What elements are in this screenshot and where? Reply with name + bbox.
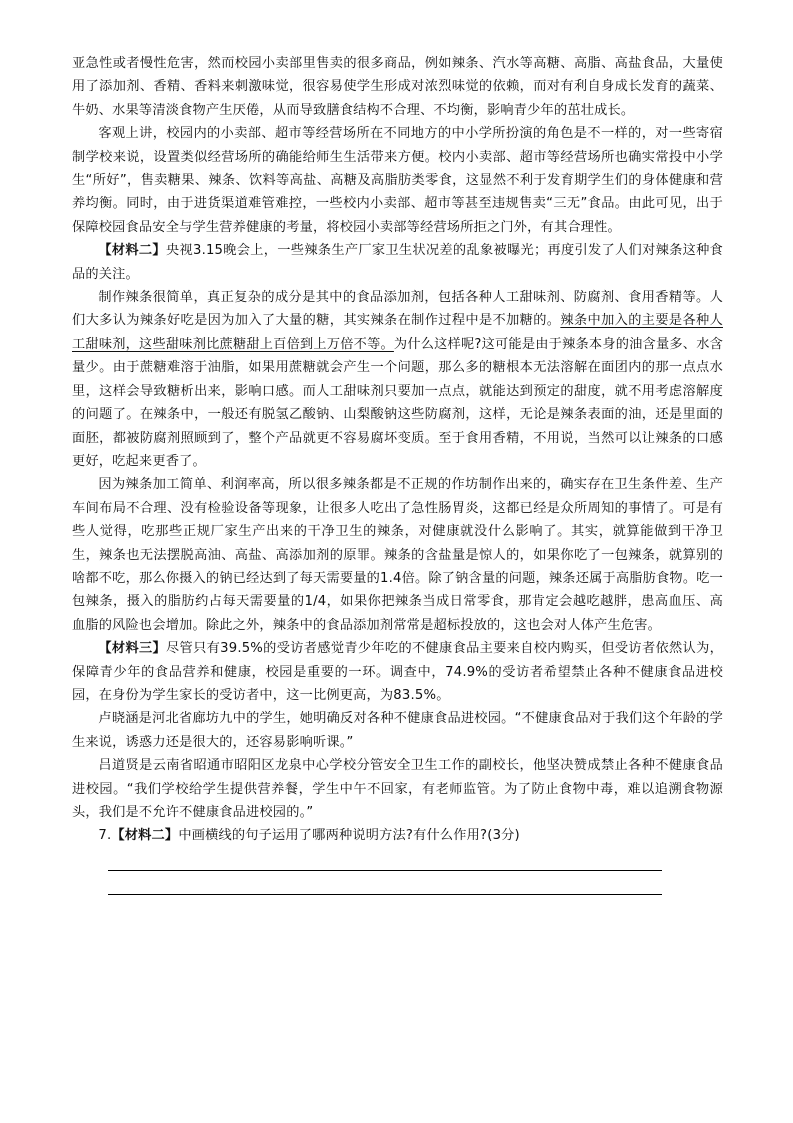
paragraph-8-text: 吕道贤是云南省昭通市昭阳区龙泉中心学校分管安全卫生工作的副校长，他坚决赞成禁止各种不健康食品进校园。“我们学校给学生提供营养餐，学生中午不回家，有老师监管。为了防止食物中毒，难以追溯食物源头，我们是不允许不健康食品进校园的。”	[72, 758, 723, 820]
question-label: 【材料二】	[111, 828, 179, 844]
paragraph-4-pre: 制作辣条很简单，真正复杂的成分是其中的食品添加剂，包括各种人工甜味剂、防腐剂、食用香精等。人们大多认为辣条好吃是因为加入了大量的糖，其实辣条在制作过程中是不加糖的。	[72, 290, 723, 329]
answer-area[interactable]	[108, 870, 662, 895]
paragraph-7-text: 卢晓涵是河北省廊坊九中的学生，她明确反对各种不健康食品进校园。“不健康食品对于我们这个年龄的学生来说，诱惑力还是很大的，还容易影响听课。”	[72, 711, 723, 750]
material-two-label: 【材料二】	[98, 243, 166, 259]
answer-line-2[interactable]	[108, 894, 662, 895]
answer-line-1[interactable]	[108, 870, 662, 871]
material-two-intro	[72, 239, 723, 286]
underlined-sentence: 辣条中加入的主要是各种人工甜味剂，这些甜味剂比蔗糖甜上百倍到上万倍不等。	[72, 313, 723, 352]
material-two-intro-text: 央视3.15晚会上，一些辣条生产厂家卫生状况差的乱象被曝光；再度引发了人们对辣条这种食品的关注。	[72, 243, 724, 282]
paragraph-1-text: 亚急性或者慢性危害，然而校园小卖部里售卖的很多商品，例如辣条、汽水等高糖、高脂、高盐食品，大量使用了添加剂、香精、香料来刺激味觉，很容易使学生形成对浓烈味觉的依赖，而对有利自身成长发育的蔬菜、牛奶、水果等清淡食物产生厌倦，从而导致膳食结构不合理、不均衡，影响青少年的茁壮成长。	[72, 56, 723, 118]
paragraph-7	[72, 707, 723, 754]
paragraph-8	[72, 754, 723, 824]
question-7	[72, 824, 723, 847]
question-text: 中画横线的句子运用了哪两种说明方法?有什么作用?(3分)	[178, 828, 520, 844]
material-three-label: 【材料三】	[98, 641, 167, 657]
paragraph-4-post: 为什么这样呢?这可能是由于辣条本身的油含量多、水含量少。由于蔗糖难溶于油脂，如果用蔗糖就会产生一个问题，那么多的糖根本无法溶解在面团内的那一点点水里，这样会导致糖析出来，影响口感。而人工甜味剂只要加一点点，就能达到预定的甜度，就不用考虑溶解度的问题了。在辣条中，一般还有脱氢乙酸钠、山梨酸钠这些防腐剂，这样，无论是辣条表面的油，还是里面的面胚，都被防腐剂照顾到了，整个产品就更不容易腐坏变质。至于食用香精，不用说，当然可以让辣条的口感更好，吃起来更香了。	[72, 336, 723, 469]
paragraph-5	[72, 473, 723, 637]
paragraph-2-text: 客观上讲，校园内的小卖部、超市等经营场所在不同地方的中小学所扮演的角色是不一样的，对一些寄宿制学校来说，设置类似经营场所的确能给师生生活带来方便。校内小卖部、超市等经营场所也确实常投中小学生“所好”，售卖糖果、辣条、饮料等高盐、高糖及高脂肪类零食，这显然不利于发育期学生们的身体健康和营养均衡。同时，由于进货渠道难管难控，一些校内小卖部、超市等甚至违规售卖“三无”食品。由此可见，出于保障校园食品安全与学生营养健康的考量，将校园小卖部等经营场所拒之门外，有其合理性。	[72, 126, 723, 235]
material-three-text: 尽管只有39.5%的受访者感觉青少年吃的不健康食品主要来自校内购买，但受访者依然认为，保障青少年的食品营养和健康，校园是重要的一环。调查中，74.9%的受访者希望禁止各种不健康食品进校园，在身份为学生家长的受访者中，这一比例更高，为83.5%。	[72, 641, 723, 703]
paragraph-4	[72, 286, 723, 473]
article-body	[72, 52, 723, 848]
question-number: 7.	[98, 828, 112, 844]
paragraph-1	[72, 52, 723, 122]
material-three	[72, 637, 723, 707]
paragraph-2	[72, 122, 723, 239]
paragraph-5-text: 因为辣条加工简单、利润率高，所以很多辣条都是不正规的作坊制作出来的，确实存在卫生条件差、生产车间布局不合理、没有检验设备等现象，让很多人吃出了急性肠胃炎，这都已经是众所周知的事情了。可是有些人觉得，吃那些正规厂家生产出来的干净卫生的辣条，对健康就没什么影响了。其实，就算能做到干净卫生，辣条也无法摆脱高油、高盐、高添加剂的原罪。辣条的含盐量是惊人的，如果你吃了一包辣条，就算别的啥都不吃，那么你摄入的钠已经达到了每天需要量的1.4倍。除了钠含量的问题，辣条还属于高脂肪食物。吃一包辣条，摄入的脂肪约占每天需要量的1/4，如果你把辣条当成日常零食，那肯定会越吃越胖，患高血压、高血脂的风险也会增加。除此之外，辣条中的食品添加剂常常是超标投放的，这也会对人体产生危害。	[72, 477, 723, 633]
